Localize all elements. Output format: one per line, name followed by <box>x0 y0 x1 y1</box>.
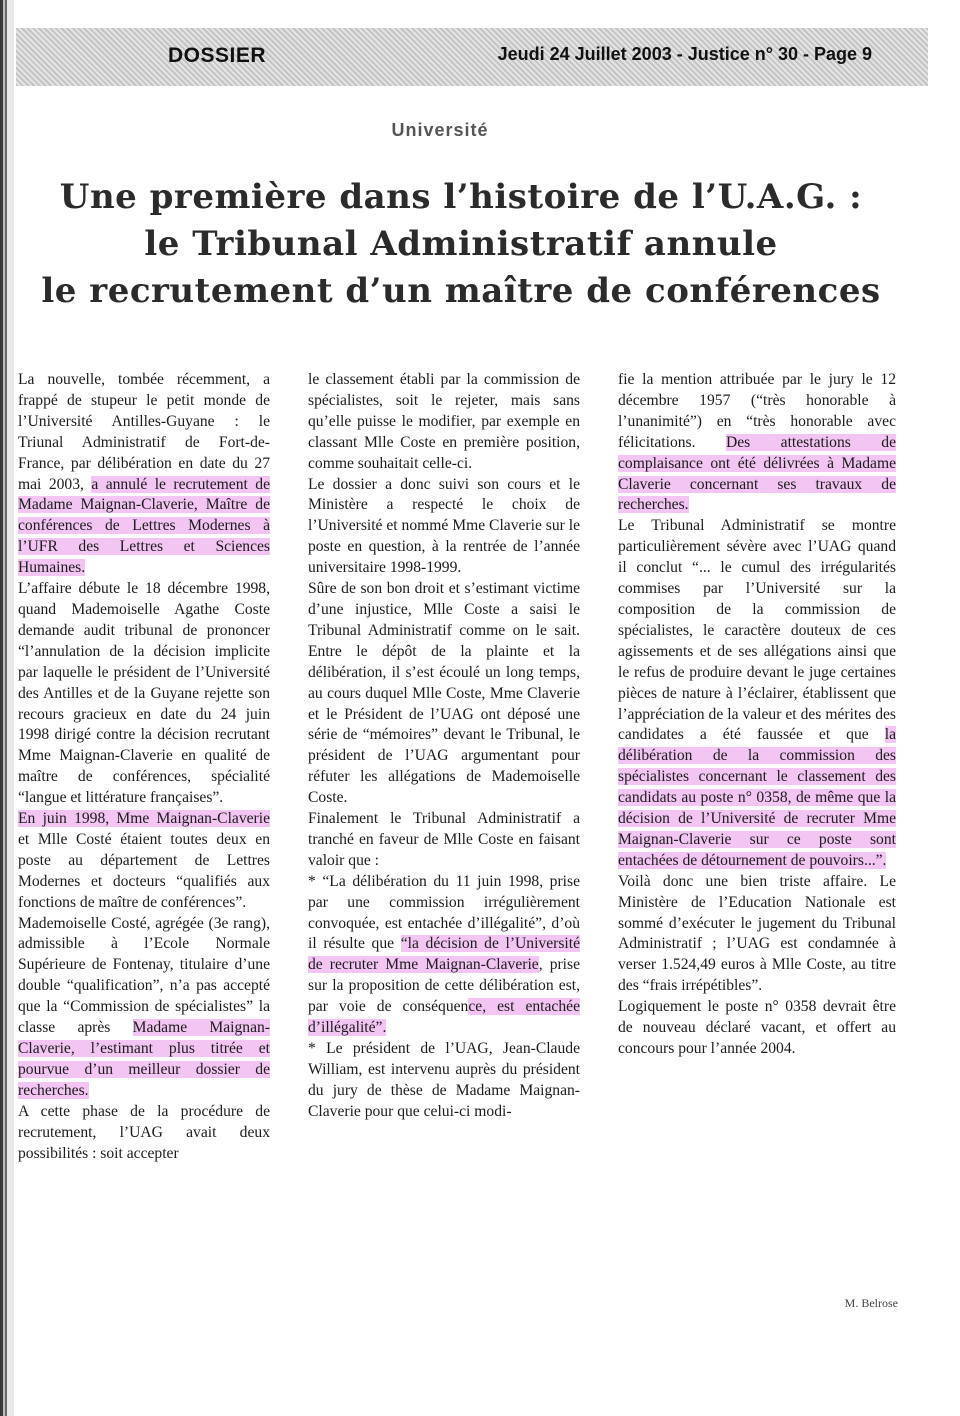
paragraph: le classement établi par la commission de spécialistes, soit le rejeter, mais sans qu’elle puisse le modifier, par exemple en classant Mlle Coste en première position, comme souhaitait celle-ci. <box>308 371 580 472</box>
article-column-1 <box>18 370 270 1164</box>
paragraph <box>18 809 270 914</box>
highlighted-text: a annulé le recrutement de Madame Maignan-Claverie, Maître de conférences de Lettres Modernes à l’UFR des Lettres et Sciences Humaines. <box>18 475 270 577</box>
paragraph: L’affaire débute le 18 décembre 1998, quand Mademoiselle Agathe Coste demande audit tribunal de prononcer “l’annulation de la décision implicite par laquelle le président de l’Université des Antilles et de la Guyane rejette son recours gracieux en date du 24 juin 1998 dirigé contre la décision recrutant Mme Maignan-Claverie en qualité de maître de conférences, spécialité “langue et littérature françaises”. <box>18 580 270 807</box>
paragraph <box>18 370 270 579</box>
text-run: * “La délibération du 11 juin 1998, prise par une commission irrégulièrement convoquée, est entachée d’illégalité”, d’où il résulte que <box>308 872 580 953</box>
highlighted-text: la délibération de la commission des spécialistes concernant le classement des candidats au poste n° 0358, de même que la décision de l’Université de recruter Mme Maignan-Claverie sur ce poste sont entachées de détournement de pouvoirs...”. <box>618 726 896 869</box>
text-run: et Mlle Costé étaient toutes deux en poste au département de Lettres Modernes et docteurs “qualifiés aux fonctions de maître de conférences”. <box>18 830 270 911</box>
paragraph: Le dossier a donc suivi son cours et le Ministère a respecté le choix de l’Université et nommé Mme Claverie sur le poste en question, à la rentrée de l’année universitaire 1998-1999. <box>308 475 580 577</box>
highlighted-text: Madame Maignan-Claverie, l’estimant plus titrée et pourvue d’un meilleur dossier de recherches. <box>18 1019 270 1099</box>
text-run: La nouvelle, tombée récemment, a frappé de stupeur le petit monde de l’Université Antilles-Guyane : le Triunal Administratif de Fort-de-France, par délibération en date du 27 mai 2003, <box>18 371 270 493</box>
paragraph <box>618 516 896 871</box>
headline-line-3: le recrutement d’un maître de conférences <box>41 271 881 311</box>
scan-left-edge <box>0 0 14 1416</box>
article-column-2 <box>308 370 580 1123</box>
text-run: fie la mention attribuée par le jury le 12 décembre 1957 (“très honorable à l’unanimité”) en “très honorable avec félicitations. <box>618 371 896 451</box>
paragraph: Finalement le Tribunal Administratif a tranché en faveur de Mlle Coste en faisant valoir que : <box>308 810 580 869</box>
headline-line-1: Une première dans l’histoire de l’U.A.G. : <box>59 177 863 217</box>
highlighted-text: Des attestations de complaisance ont été délivrées à Madame Claverie concernant ses travaux de recherches. <box>618 433 896 514</box>
article-headline <box>16 174 906 315</box>
paragraph: Voilà donc une bien triste affaire. Le Ministère de l’Education Nationale est sommé d’exécuter le jugement du Tribunal Administratif ; l’UAG est condamnée à verser 1.524,49 euros à Mlle Coste, au titre des “frais irrépétibles”. <box>618 872 896 995</box>
paragraph: A cette phase de la procédure de recrutement, l’UAG avait deux possibilités : soit accepter <box>18 1102 270 1162</box>
highlighted-text: En juin 1998, Mme Maignan-Claverie <box>18 810 270 828</box>
highlighted-text: “la décision de l’Université de recruter Mme Maignan-Claverie <box>308 935 580 974</box>
rubric-label: Université <box>391 120 489 140</box>
issue-info: Jeudi 24 Juillet 2003 - Justice n° 30 - Page 9 <box>497 44 872 64</box>
text-run: Le Tribunal Administratif se montre particulièrement sévère avec l’UAG quand il conclut “... le cumul des irrégularités commises par l’Université sur la composition de la commission de spécialistes, le caractère douteux de ces agissements et de ses allégations ainsi que le refus de produire devant le juge certaines pièces de nature à l’éclairer, établissent que l’appréciation de la valeur et des mérites des candidates a été faussée et que <box>618 517 896 744</box>
article-column-3 <box>618 370 896 1060</box>
author-signature: M. Belrose <box>844 1296 898 1310</box>
paragraph: Logiquement le poste n° 0358 devrait être de nouveau déclaré vacant, et offert au concours pour l’année 2004. <box>618 998 896 1057</box>
highlighted-text: ce, est entachée d’illégalité”. <box>308 998 580 1037</box>
headline-line-2: le Tribunal Administratif annule <box>144 224 778 264</box>
paragraph: Sûre de son bon droit et s’estimant victime d’une injustice, Mlle Coste a saisi le Tribunal Administratif comme on le sait. Entre le dépôt de la plainte et la délibération, il s’est écoulé un long temps, au cours duquel Mlle Coste, Mme Claverie et le Président de l’UAG ont déposé une série de “mémoires” devant le Tribunal, le président de l’UAG argumentant pour réfuter les allégations de Mademoiselle Coste. <box>308 580 580 807</box>
paragraph <box>308 872 580 1039</box>
paragraph: * Le président de l’UAG, Jean-Claude William, est intervenu auprès du président du jury de thèse de Madame Maignan-Claverie pour que celui-ci modi- <box>308 1040 580 1120</box>
section-label: DOSSIER <box>168 44 267 67</box>
paragraph <box>618 370 896 516</box>
paragraph <box>18 914 270 1102</box>
text-run: Mademoiselle Costé, agrégée (3e rang), admissible à l’Ecole Normale Supérieure de Fontenay, titulaire d’une double “qualification”, n’a pas accepté que la “Commission de spécialistes” la classe après <box>18 914 270 1037</box>
text-run: , prise sur la proposition de cette délibération est, par voie de conséquen <box>308 956 581 1016</box>
